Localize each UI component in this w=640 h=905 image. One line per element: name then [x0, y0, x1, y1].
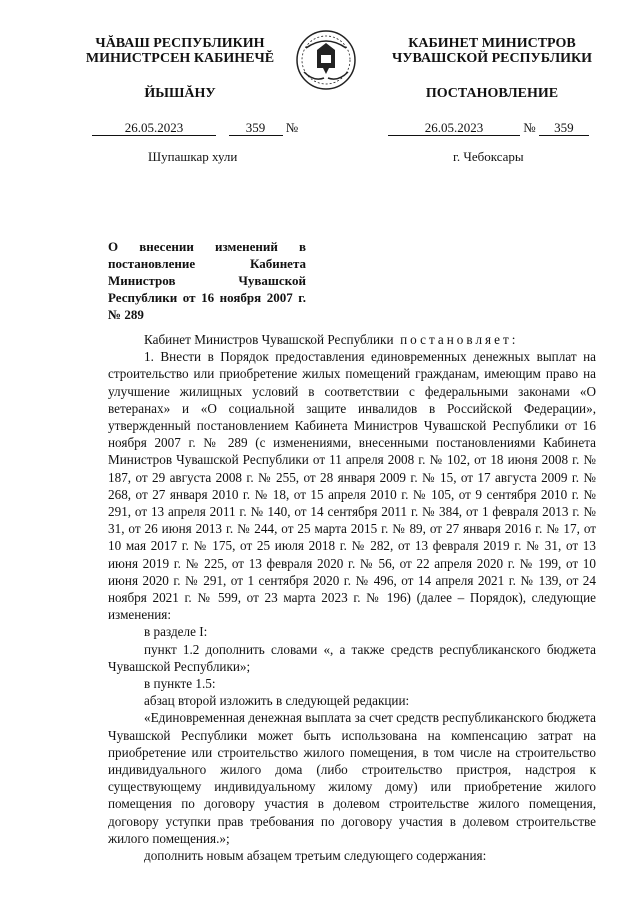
paragraph-1: 1. Внести в Порядок предоставления единовременных денежных выплат на строительство или приобретение жилых помещений гражданам, имеющим право на улучшение жилищных условий в соответствии с федеральными законами «О ветеранах» и «О социальной защите инвалидов в Российской Федерации», утвержденный постановлением Кабинета Министров Чувашской Республики от 16 ноября 2007 г. № 289 (с изменениями, внесенными постановлениями Кабинета Министров Чувашской Республики от 11 апреля 2008 г. № 102, от 18 июня 2008 г. № 187, от 29 августа 2008 г. № 255, от 28 января 2009 г. № 15, от 17 августа 2009 г. № 268, от 27 января 2010 г. № 18, от 15 апреля 2010 г. № 105, от 9 сентября 2010 г. № 291, от 13 апреля 2011 г. № 140, от 14 сентября 2011 г. № 384, от 1 февраля 2013 г. № 31, от 26 июня 2013 г. № 244, от 25 марта 2015 г. № 89, от 27 января 2016 г. № 17, от 10 мая 2017 г. № 175, от 25 июля 2018 г. № 282, от 13 февраля 2019 г. № 31, от 13 июня 2019 г. № 225, от 13 февраля 2020 г. № 56, от 22 апреля 2020 г. № 199, от 10 июня 2020 г. № 291, от 1 сентября 2020 г. № 496, от 14 апреля 2021 г. № 139, от 24 ноября 2021 г. № 599, от 23 марта 2023 г. № 196) (далее – Порядок), следующие изменения:: [108, 349, 596, 623]
header-right-line2: ЧУВАШСКОЙ РЕСПУБЛИКИ: [391, 51, 593, 66]
chuvashia-emblem-icon: [294, 28, 358, 92]
header-right: [372, 36, 612, 66]
paragraph-4: в пункте 1.5:: [144, 676, 216, 692]
header-left-title: ЙЫШĂНУ: [144, 86, 216, 101]
right-date: 26.05.2023: [388, 121, 520, 136]
intro-paragraph: [108, 331, 596, 348]
intro-text: Кабинет Министров Чувашской Республики: [144, 332, 394, 347]
paragraph-3: пункт 1.2 дополнить словами «, а также средств республиканского бюджета Чувашской Республики»;: [108, 641, 596, 674]
left-date: 26.05.2023: [92, 121, 216, 136]
document-body: [108, 331, 596, 864]
meta-right: [388, 120, 589, 136]
paragraph-6: «Единовременная денежная выплата за счет средств республиканского бюджета Чувашской Республики может быть использована на компенсацию затрат на приобретение или строительство жилого помещения, в том числе на строительство индивидуального жилого дома (либо строительство пристроя, надстроя к существующему индивидуальному жилому дому) или приобретение жилого помещения по договору участия в долевом строительстве жилого помещения, договору уступки прав требования по договору участия в долевом строительстве жилого помещения.»;: [108, 710, 596, 846]
left-city: Шупашкар хули: [148, 149, 238, 164]
paragraph-5: абзац второй изложить в следующей редакции:: [144, 693, 410, 709]
header-right-title: ПОСТАНОВЛЕНИЕ: [425, 86, 559, 101]
right-number-sign: №: [523, 120, 536, 135]
header-left-line2: МИНИСТРСЕН КАБИНЕЧĔ: [85, 51, 275, 66]
header-left-line1: ЧĂВАШ РЕСПУБЛИКИН: [95, 36, 265, 51]
paragraph-7: дополнить новым абзацем третьим следующего содержания:: [144, 848, 487, 864]
right-number: 359: [539, 121, 589, 136]
intro-decree-word: постановляет:: [400, 332, 519, 347]
left-number-sign: №: [285, 120, 299, 135]
meta-left: [92, 120, 298, 136]
header-left: [60, 36, 300, 66]
document-subject: О внесении изменений в постановление Кабинета Министров Чувашской Республики от 16 ноября 2007 г. № 289: [108, 239, 306, 322]
header-right-line1: КАБИНЕТ МИНИСТРОВ: [408, 36, 576, 51]
paragraph-2: в разделе I:: [144, 624, 208, 640]
left-number: 359: [229, 121, 283, 136]
right-city: г. Чебоксары: [453, 149, 524, 164]
